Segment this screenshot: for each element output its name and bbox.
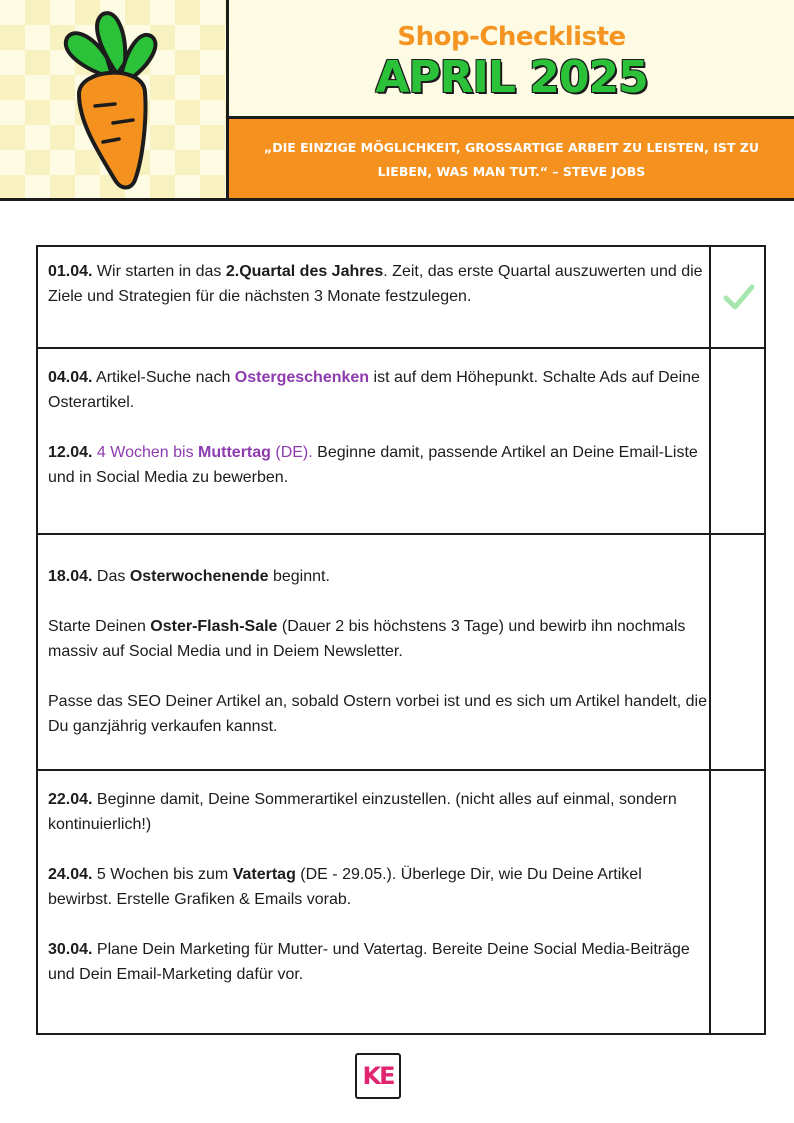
text-segment: 18.04. xyxy=(48,568,93,585)
row-paragraph xyxy=(48,365,708,415)
text-segment: Wir starten in das xyxy=(92,263,226,280)
row-paragraph xyxy=(48,440,708,490)
text-segment: Ostergeschenken xyxy=(234,369,370,386)
checklist-table xyxy=(36,245,766,1035)
row-text xyxy=(48,564,708,739)
brand-logo xyxy=(355,1053,401,1099)
text-segment: 22.04. xyxy=(48,791,93,808)
text-segment: Das xyxy=(92,568,130,585)
check-icon xyxy=(723,283,755,311)
row-paragraph xyxy=(48,259,708,309)
text-segment: Beginne damit, Deine Sommerartikel einzustellen. (nicht alles auf einmal, sondern kontinuierlich!) xyxy=(48,791,677,833)
table-row xyxy=(38,535,764,771)
text-segment: Vatertag xyxy=(232,866,296,883)
row-text xyxy=(48,365,708,490)
table-row xyxy=(38,771,764,1033)
text-segment: beginnt. xyxy=(268,568,330,585)
carrot-icon xyxy=(55,8,165,193)
page-title: APRIL 2025 xyxy=(375,52,648,103)
row-paragraph xyxy=(48,564,708,589)
page-header xyxy=(0,0,794,202)
text-segment: Plane Dein Marketing für Mutter- und Vatertag. Bereite Deine Social Media-Beiträge und Dein Email-Marketing dafür vor. xyxy=(48,941,690,983)
text-segment: Osterwochenende xyxy=(129,568,269,585)
text-segment: Starte Deinen xyxy=(48,618,151,635)
quote-text: „DIE EINZIGE MÖGLICHKEIT, GROSSARTIGE ARBEIT ZU LEISTEN, IST ZU LIEBEN, WAS MAN TUT.“ – STEVE JOBS xyxy=(264,139,759,179)
text-segment: 04.04. xyxy=(48,369,93,386)
row-text xyxy=(48,259,708,309)
row-paragraph xyxy=(48,862,708,912)
logo-text: KE xyxy=(362,1062,394,1090)
text-segment: (DE). xyxy=(270,444,313,461)
table-row xyxy=(38,247,764,349)
text-segment: 01.04. xyxy=(48,263,93,280)
checkbox-cell[interactable] xyxy=(709,771,764,1033)
text-segment: (Dauer 2 bis höchstens 3 Tage) und bewirb ihn nochmals massiv auf Social Media und in Deiem Newsletter. xyxy=(48,618,686,660)
text-segment: 30.04. xyxy=(48,941,93,958)
text-segment: . Zeit, das erste Quartal auszuwerten und die Ziele und Strategien für die nächsten 3 Monate festzulegen. xyxy=(48,263,703,305)
quote-bar xyxy=(229,116,794,200)
text-segment: ist auf dem Höhepunkt. Schalte Ads auf Deine Osterartikel. xyxy=(48,369,700,411)
text-segment: 4 Wochen bis xyxy=(92,444,199,461)
header-bottom-line xyxy=(0,198,794,201)
text-segment: Oster-Flash-Sale xyxy=(150,618,278,635)
row-text xyxy=(48,787,708,987)
checkbox-cell[interactable] xyxy=(709,247,764,347)
text-segment: Passe das SEO Deiner Artikel an, sobald Ostern vorbei ist und es sich um Artikel handelt, die Du ganzjährig verkaufen kannst. xyxy=(48,693,707,735)
table-row xyxy=(38,349,764,535)
text-segment: 2.Quartal des Jahres xyxy=(225,263,384,280)
row-paragraph xyxy=(48,787,708,837)
checkbox-cell[interactable] xyxy=(709,535,764,769)
row-paragraph xyxy=(48,689,708,739)
text-segment: (DE - 29.05.). Überlege Dir, wie Du Deine Artikel bewirbst. Erstelle Grafiken & Emails vorab. xyxy=(48,866,642,908)
checkbox-cell[interactable] xyxy=(709,349,764,533)
text-segment: Muttertag xyxy=(198,444,271,461)
text-segment: 5 Wochen bis zum xyxy=(92,866,233,883)
row-paragraph xyxy=(48,614,708,664)
text-segment: Artikel-Suche nach xyxy=(92,369,235,386)
text-segment: Beginne damit, passende Artikel an Deine Email-Liste und in Social Media zu bewerben. xyxy=(48,444,698,486)
text-segment: 12.04. xyxy=(48,444,93,461)
page-subtitle: Shop-Checkliste xyxy=(397,22,626,52)
text-segment: 24.04. xyxy=(48,866,93,883)
row-paragraph xyxy=(48,937,708,987)
